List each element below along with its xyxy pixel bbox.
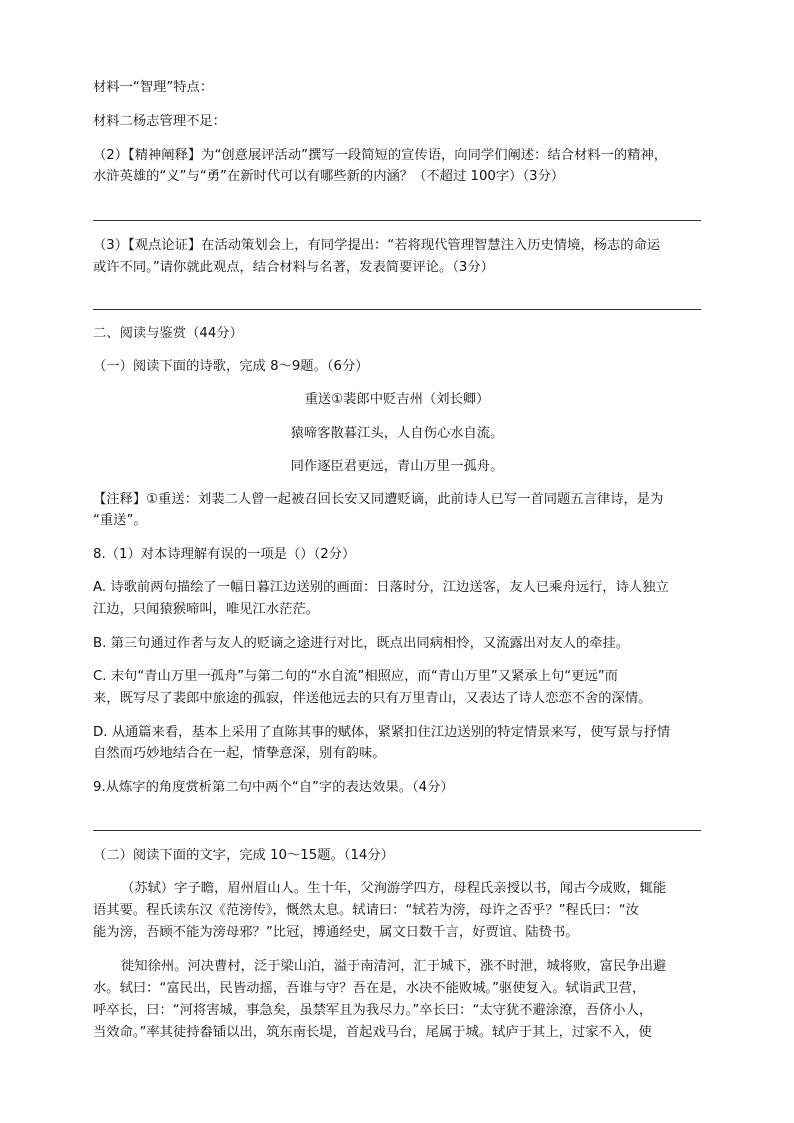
option-b: B. 第三句通过作者与友人的贬谪之途进行对比，既点出同病相怜，又流露出对友人的牵挂。 <box>93 636 630 651</box>
poem-instructions: （一）阅读下面的诗歌，完成 8～9题。（6分） <box>93 359 369 374</box>
answer-line <box>93 309 701 310</box>
annotation-line-2: “重送”。 <box>93 513 147 528</box>
prose-instructions: （二）阅读下面的文字，完成 10～15题。（14分） <box>93 848 394 863</box>
question-2-line-1: （2）【精神阐释】为“创意展评活动”撰写一段简短的宣传语，向同学们阐述：结合材料一的精神， <box>93 148 668 163</box>
option-a-line-1: A. 诗歌前两句描绘了一幅日暮江边送别的画面：日落时分，江边送客，友人已乘舟远行，诗人独立 <box>93 580 669 595</box>
question-3-line-1: （3）【观点论证】在活动策划会上，有同学提出：“若将现代管理智慧注入历史情境，杨志的命运 <box>93 238 661 253</box>
poem-title: 重送①裴郎中贬吉州（刘长卿） <box>304 392 490 407</box>
answer-line <box>93 830 701 831</box>
prose-paragraph-2-line-3: 呼卒长，曰：“河将害城，事急矣，虽禁军且为我尽力。”卒长曰：“太守犹不避涂潦，吾侪小人， <box>93 1003 653 1018</box>
answer-line <box>93 220 701 221</box>
material-one-label: 材料一“智理”特点： <box>93 80 214 95</box>
prose-paragraph-1-line-3: 能为滂，吾顾不能为滂母邪？”比冠，博通经史，属文日数千言，好贾谊、陆贽书。 <box>93 925 579 940</box>
question-8: 8.（1）对本诗理解有误的一项是（）（2分） <box>93 547 356 562</box>
material-two-label: 材料二杨志管理不足： <box>93 114 226 129</box>
option-d-line-1: D. 从通篇来看，基本上采用了直陈其事的赋体，紧紧扣住江边送别的特定情景来写，使写景与抒情 <box>93 725 671 740</box>
annotation-line-1: 【注释】①重送：刘裴二人曾一起被召回长安又同遭贬谪，此前诗人已写一首同题五言律诗，是为 <box>93 492 664 507</box>
option-c-line-1: C. 末句“青山万里一孤舟”与第二句的“水自流”相照应，而“青山万里”又紧承上句“更远”而 <box>93 669 618 684</box>
prose-paragraph-1-line-2: 语其要。程氏读东汉《范滂传》，慨然太息。轼请曰：“轼若为滂，母许之否乎？”程氏曰：“汝 <box>93 903 639 918</box>
option-d-line-2: 自然而巧妙地结合在一起，情挚意深，别有韵味。 <box>93 746 386 761</box>
option-a-line-2: 江边，只闻猿猴啼叫，唯见江水茫茫。 <box>93 602 320 617</box>
section-heading: 二、阅读与鉴赏（44分） <box>93 326 243 341</box>
poem-line-1: 猿啼客散暮江头，人自伤心水自流。 <box>290 426 504 441</box>
prose-paragraph-2-line-1: 徙知徐州。河决曹村，泛于梁山泊，溢于南清河，汇于城下，涨不时泄，城将败，富民争出避 <box>121 959 667 974</box>
question-2-line-2: 水浒英雄的“义”与“勇”在新时代可以有哪些新的内涵？（不超过 100字）（3分） <box>93 169 565 184</box>
prose-paragraph-2-line-4: 当效命。”率其徒持畚锸以出，筑东南长堤，首起戏马台，尾属于城。轼庐于其上，过家不入，使 <box>93 1025 652 1040</box>
question-3-line-2: 或许不同。”请你就此观点，结合材料与名著，发表简要评论。（3分） <box>93 260 494 275</box>
question-9: 9.从炼字的角度赏析第二句中两个“自”字的表达效果。（4分） <box>93 780 454 795</box>
prose-paragraph-2-line-2: 水。轼曰：“富民出，民皆动摇，吾谁与守？吾在是，水决不能败城。”驱使复入。轼诣武卫营， <box>93 981 646 996</box>
poem-line-2: 同作逐臣君更远，青山万里一孤舟。 <box>290 459 504 474</box>
prose-paragraph-1-line-1: （苏轼）字子瞻，眉州眉山人。生十年，父洵游学四方，母程氏亲授以书，闻古今成败，辄能 <box>121 881 667 896</box>
option-c-line-2: 来，既写尽了裴郎中旅途的孤寂，伴送他远去的只有万里青山，又表达了诗人恋恋不舍的深情。 <box>93 691 652 706</box>
